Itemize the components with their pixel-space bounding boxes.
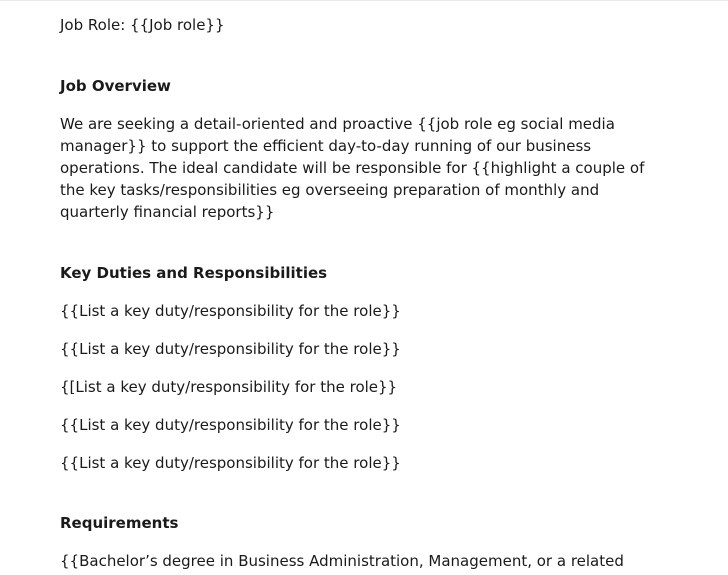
- duty-item: {{List a key duty/responsibility for the role}}: [60, 454, 401, 472]
- overview-line: the key tasks/responsibilities eg overseeing preparation of monthly and: [60, 181, 600, 199]
- job-role-line: Job Role: {{Job role}}: [60, 16, 225, 34]
- requirement-item: {{Bachelor’s degree in Business Administration, Management, or a related: [60, 552, 624, 570]
- page-top-border: [0, 0, 728, 1]
- job-overview-paragraph: [60, 113, 680, 223]
- key-duties-heading: Key Duties and Responsibilities: [60, 264, 328, 282]
- duty-item: {{List a key duty/responsibility for the role}}: [60, 416, 401, 434]
- duty-item: {{List a key duty/responsibility for the role}}: [60, 340, 401, 358]
- duty-item: {{List a key duty/responsibility for the role}}: [60, 302, 401, 320]
- overview-line: We are seeking a detail-oriented and proactive {{job role eg social media: [60, 115, 615, 133]
- duty-item: {[List a key duty/responsibility for the role}}: [60, 378, 398, 396]
- requirements-heading: Requirements: [60, 514, 179, 532]
- overview-line: quarterly financial reports}}: [60, 203, 275, 221]
- overview-line: manager}} to support the efficient day-to-day running of our business: [60, 137, 592, 155]
- overview-line: operations. The ideal candidate will be responsible for {{highlight a couple of: [60, 159, 645, 177]
- job-overview-heading: Job Overview: [60, 77, 171, 95]
